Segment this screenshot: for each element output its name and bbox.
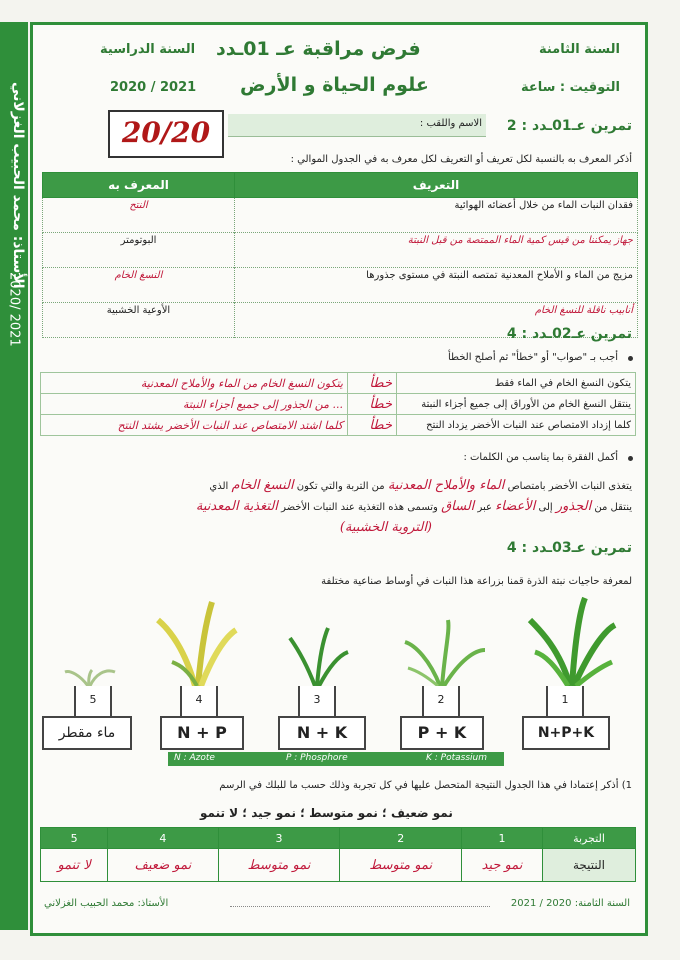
ex2-title: تمرين عـ02ـدد : 4: [506, 326, 632, 342]
side-teacher: الأستاذ: محمد الحبيب الغزلاني: [10, 82, 26, 289]
exp-number: 3: [218, 828, 340, 849]
pot-number: 4: [195, 693, 203, 706]
fill-text: وتسمى هذه التغذية عند النبات الأخضر: [281, 502, 438, 513]
plants-illustration: [40, 590, 630, 690]
ex2-instruction: أجب بـ "صواب" أو "خطأ" ثم أصلح الخطأ: [447, 352, 618, 363]
medium-label-3: N + K: [278, 716, 366, 750]
ex3-title: تمرين عـ03ـدد : 4: [506, 540, 632, 556]
results-table: [40, 827, 636, 882]
table-row: [43, 233, 638, 268]
table-row: [41, 849, 636, 882]
test-title: فرض مراقبة عـ 01ـدد: [216, 38, 421, 60]
result-cell: نمو جيد: [462, 849, 543, 882]
correction-cell: كلما اشتد الامتصاص عند النبات الأخضر يشتد النتح: [41, 415, 348, 436]
result-cell: نمو متوسط: [340, 849, 462, 882]
fill-text: إلى: [538, 502, 553, 513]
mark-cell: خطأ: [348, 373, 397, 394]
res-label: النتيجة: [543, 849, 636, 882]
score-value: 20/20: [121, 116, 211, 149]
exp-number: 1: [462, 828, 543, 849]
plant-5-icon: [65, 670, 115, 686]
definitions-table: [42, 172, 638, 338]
timing-label: التوقيت : ساعة: [520, 80, 620, 95]
footer-class: السنة الثامنة: 2020 / 2021: [510, 898, 630, 909]
ex3-instruction: لمعرفة حاجيات نبتة الذرة قمنا بزراعة هذا النبات في أوساط صناعية مختلفة: [321, 576, 632, 587]
level-label: السنة الثامنة: [538, 42, 620, 57]
fill-answer: الماء والأملاح المعدنية: [387, 478, 505, 493]
legend-p: P : Phosphore: [286, 753, 348, 763]
fill-text: ينتقل من: [594, 502, 632, 513]
ex3-question: 1) أذكر إعتمادا في هذا الجدول النتيجة المتحصل عليها في كل تجربة وذلك حسب ما للبلك في الرسم: [219, 780, 632, 791]
def-cell: فقدان النبات الماء من خلال أعضائه الهوائية: [235, 198, 638, 233]
term-cell-hand: النسغ الخام: [43, 268, 235, 303]
side-year: 2020/ 2021: [6, 272, 22, 347]
side-band: [0, 22, 28, 930]
medium-label-2: P + K: [400, 716, 484, 750]
result-cell: نمو ضعيف: [108, 849, 218, 882]
correction-cell: ... من الجذور إلى جميع أجزاء النبتة: [41, 394, 348, 415]
plant-4-icon: [158, 602, 236, 686]
exp-number: 5: [41, 828, 108, 849]
name-field[interactable]: [228, 114, 486, 137]
col-term: المعرف به: [43, 173, 235, 198]
ex1-title: تمرين عـ01ـدد : 2: [506, 118, 632, 134]
legend-k: K : Potassium: [426, 753, 487, 763]
medium-label-1: N+P+K: [522, 716, 610, 750]
def-cell-hand: أنابيب ناقلة للنسغ الخام: [235, 303, 638, 338]
footer-divider: [230, 906, 490, 907]
def-cell-hand: جهاز يمكننا من قيس كمية الماء الممتصة من قبل النبتة: [235, 233, 638, 268]
table-row: [43, 198, 638, 233]
result-cell: لا تنمو: [41, 849, 108, 882]
medium-label-5: ماء مقطر: [42, 716, 132, 750]
mark-cell: خطأ: [348, 394, 397, 415]
term-cell: الأوعية الخشبية: [43, 303, 235, 338]
years-label: 2020 / 2021: [110, 80, 197, 95]
fill-answer: الساق: [441, 499, 475, 514]
legend-bar: [168, 752, 504, 766]
pot-number: 5: [89, 693, 97, 706]
bullet-icon: [628, 456, 633, 461]
col-definition: التعريف: [235, 173, 638, 198]
plant-1-icon: [530, 598, 615, 686]
true-false-table: [40, 372, 636, 436]
fill-answer: الجذور: [555, 499, 592, 514]
fill-text: من التربة والتي تكون: [296, 481, 385, 492]
exp-number: 2: [340, 828, 462, 849]
table-row: [41, 394, 636, 415]
fill-answer: النسغ الخام: [231, 478, 294, 493]
term-cell: البوتومتر: [43, 233, 235, 268]
correction-cell: يتكون النسغ الخام من الماء والأملاح المعدنية: [41, 373, 348, 394]
name-label: الاسم واللقب :: [419, 118, 482, 129]
medium-label-4: N + P: [160, 716, 244, 750]
legend-n: N : Azote: [174, 753, 215, 763]
table-row: [41, 415, 636, 436]
statement-cell: يتكون النسغ الخام في الماء فقط: [397, 373, 636, 394]
exp-number: 4: [108, 828, 218, 849]
fill-paragraph: [52, 476, 632, 539]
fill-answer: (التروية الخشبية): [339, 520, 432, 535]
pot-number: 2: [437, 693, 445, 706]
subject-title: علوم الحياة و الأرض: [240, 74, 429, 96]
fill-text: يتغذى النبات الأخضر بامتصاص: [507, 481, 632, 492]
statement-cell: ينتقل النسغ الخام من الأوراق إلى جميع أجزاء النبتة: [397, 394, 636, 415]
def-cell: مزيج من الماء و الأملاح المعدنية تمتصه النبتة في مستوى جذورها: [235, 268, 638, 303]
school-year-label: السنة الدراسية: [100, 42, 196, 57]
bullet-icon: [628, 356, 633, 361]
fill-instruction: أكمل الفقرة بما يناسب من الكلمات :: [463, 452, 618, 463]
statement-cell: كلما إزداد الامتصاص عند النبات الأخضر يزداد النتح: [397, 415, 636, 436]
options-list: نمو ضعيف ؛ نمو متوسط ؛ نمو جيد ؛ لا تنمو: [200, 806, 453, 820]
pot-number: 3: [313, 693, 321, 706]
mark-cell: خطأ: [348, 415, 397, 436]
plant-2-icon: [405, 620, 485, 686]
fill-answer: الأعضاء: [495, 499, 536, 514]
result-cell: نمو متوسط: [218, 849, 340, 882]
exp-label: التجربة: [543, 828, 636, 849]
fill-text: عبر: [477, 502, 492, 513]
table-row: [41, 373, 636, 394]
pot-number: 1: [561, 693, 569, 706]
term-cell-hand: النتح: [43, 198, 235, 233]
fill-text: الذي: [209, 481, 229, 492]
score-box: [108, 110, 224, 158]
plant-3-icon: [290, 628, 348, 686]
footer-teacher: الأستاذ: محمد الحبيب الغزلاني: [44, 898, 169, 909]
fill-answer: التغذية المعدنية: [195, 499, 278, 514]
table-row: [43, 268, 638, 303]
ex1-instruction: أذكر المعرف به بالنسبة لكل تعريف أو التعريف لكل معرف به في الجدول الموالي :: [290, 154, 632, 165]
